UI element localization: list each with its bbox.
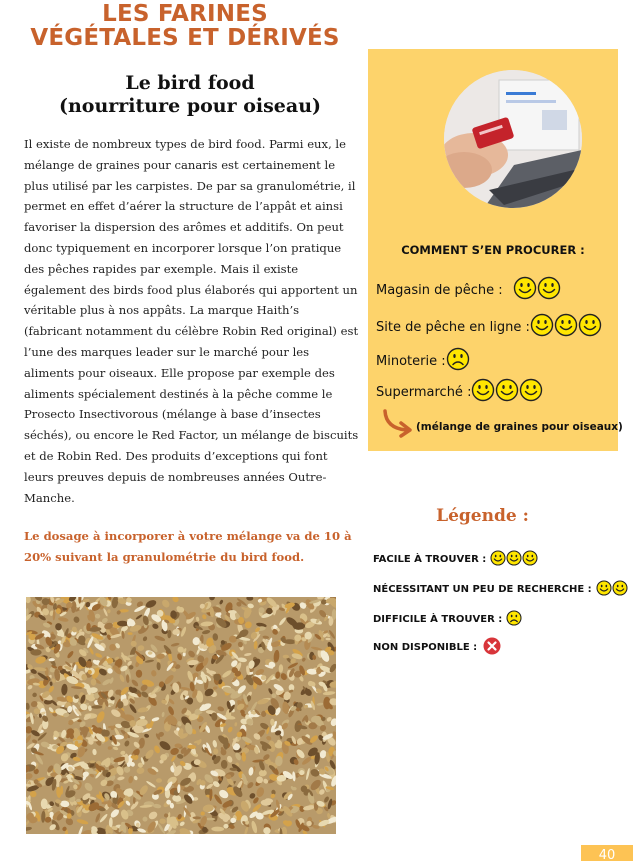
- happy-smiley-icon: [519, 378, 543, 406]
- online-shopping-photo: [444, 70, 582, 208]
- legend-row-recherche: [373, 580, 628, 599]
- happy-smiley-icon: [471, 378, 495, 406]
- seed-mix-photo: [26, 597, 336, 834]
- happy-smiley-icon: [490, 550, 506, 569]
- article-body: Il existe de nombreux types de bird food. Parmi eux, le mélange de graines pour canaris est certainement le plus utilisé par les carpistes. De par sa granulométrie, il permet en effet d’aérer la structure de l’appât et ainsi favoriser la dispersion des arômes et additifs. On peut donc typiquement en incorporer lorsque l’on pratique des pêches rapides par exemple. Mais il existe également des birds food plus élaborés qui apportent un véritable plus à nos appâts. La marque Haith’s (fabricant notamment du célèbre Robin Red original) est l’une des marques leader sur le marché pour les aliments pour oiseaux. Elle propose par exemple des aliments spécialement destinés à la pêche comme le Prosecto Insectivorous (mélange à base d’insectes séchés), ou encore le Red Factor, un mélange de biscuits et de Robin Red. Des produits d’exceptions qui font leurs preuves depuis de nombreuses années Outre-Manche.: [24, 137, 359, 505]
- legend-label: NON DISPONIBLE :: [373, 642, 478, 653]
- dosage-highlight: Le dosage à incorporer à votre mélange va de 10 à 20% suivant la granulométrie du bird food.: [24, 529, 352, 564]
- sad-smiley-icon: [446, 347, 470, 375]
- page-title-line1: LES FARINES: [102, 1, 268, 27]
- section-title-line2: (nourriture pour oiseau): [58, 95, 322, 117]
- happy-smiley-icon: [612, 580, 628, 599]
- availability-row-site: [376, 313, 602, 341]
- sad-smiley-icon: [506, 610, 522, 629]
- happy-smiley-icon: [506, 550, 522, 569]
- availability-label: Site de pêche en ligne :: [376, 319, 530, 335]
- availability-label: Magasin de pêche :: [376, 282, 503, 298]
- procure-title: COMMENT S’EN PROCURER :: [401, 243, 585, 257]
- page-title-line2: VÉGÉTALES ET DÉRIVÉS: [30, 25, 340, 51]
- page-title: [0, 2, 370, 50]
- legend-row-facile: [373, 550, 538, 569]
- legend-label: FACILE À TROUVER :: [373, 554, 487, 565]
- section-title-line1: Le bird food: [125, 72, 255, 94]
- happy-smiley-icon: [513, 276, 537, 304]
- unavailable-cross-icon: [483, 637, 501, 658]
- legend-row-difficile: [373, 610, 522, 629]
- legend-row-non-disponible: [373, 637, 501, 658]
- happy-smiley-icon: [495, 378, 519, 406]
- availability-label: Minoterie :: [376, 353, 446, 369]
- availability-row-supermarche: [376, 378, 543, 406]
- happy-smiley-icon: [596, 580, 612, 599]
- section-title: [20, 72, 360, 118]
- legend-label: DIFFICILE À TROUVER :: [373, 614, 503, 625]
- page-number: 40: [581, 845, 633, 861]
- legend-label: NÉCESSITANT UN PEU DE RECHERCHE :: [373, 584, 592, 595]
- availability-row-minoterie: [376, 347, 470, 375]
- happy-smiley-icon: [578, 313, 602, 341]
- availability-row-magasin: [376, 276, 561, 304]
- happy-smiley-icon: [522, 550, 538, 569]
- curved-arrow-icon: [382, 408, 416, 438]
- happy-smiley-icon: [530, 313, 554, 341]
- happy-smiley-icon: [537, 276, 561, 304]
- legend-title: Légende :: [436, 506, 529, 526]
- availability-label: Supermarché :: [376, 384, 472, 400]
- happy-smiley-icon: [554, 313, 578, 341]
- seed-mix-note: (mélange de graines pour oiseaux): [416, 421, 623, 433]
